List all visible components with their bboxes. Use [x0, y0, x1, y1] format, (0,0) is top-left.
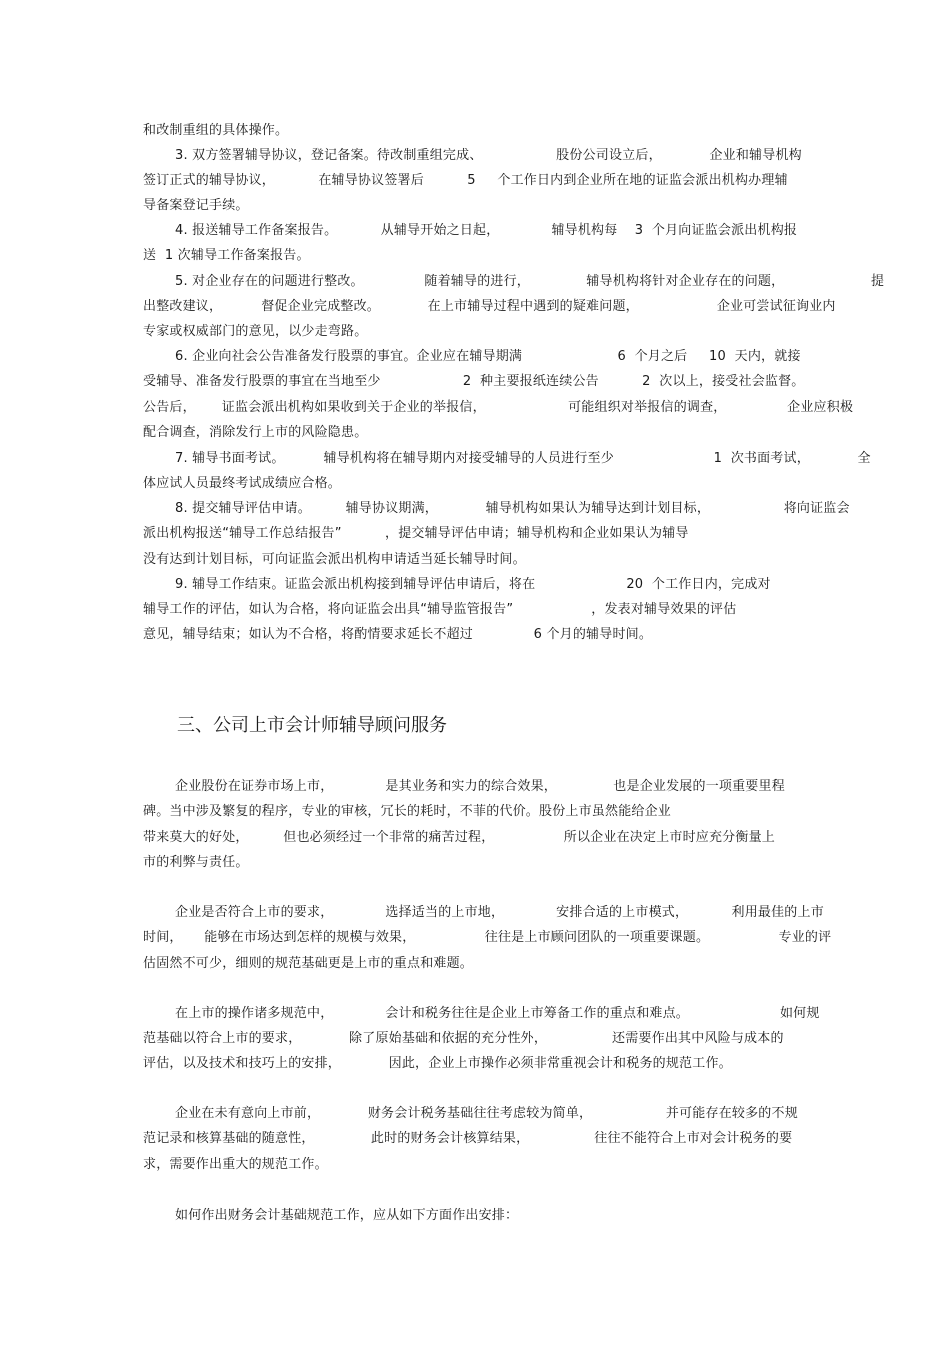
text-line: 签订正式的辅导协议， 在辅导协议签署后 5 个工作日内到企业所在地的证监会派出机构办理辅: [143, 173, 788, 188]
text-line: 5. 对企业存在的问题进行整改。 随着辅导的进行， 辅导机构将针对企业存在的问题， 提: [175, 274, 885, 289]
text-line: 出整改建议， 督促企业完成整改。 在上市辅导过程中遇到的疑难问题， 企业可尝试征询业内: [143, 299, 836, 314]
text-line: 没有达到计划目标，可向证监会派出机构申请适当延长辅导时间。: [143, 552, 526, 567]
text-line: 带来莫大的好处， 但也必须经过一个非常的痛苦过程， 所以企业在决定上市时应充分衡量上: [143, 830, 775, 845]
text-line: 在上市的操作诸多规范中， 会计和税务往往是企业上市筹备工作的重点和难点。 如何规: [175, 1006, 820, 1021]
text-line: 范记录和核算基础的随意性， 此时的财务会计核算结果， 往往不能符合上市对会计税务的要: [143, 1131, 793, 1146]
text-line: 配合调查，消除发行上市的风险隐患。: [143, 425, 368, 440]
text-line: 体应试人员最终考试成绩应合格。: [143, 476, 342, 491]
text-line: 企业是否符合上市的要求， 选择适当的上市地， 安排合适的上市模式， 利用最佳的上市: [175, 905, 824, 920]
text-line: 6. 企业向社会公告准备发行股票的事宜。企业应在辅导期满 6 个月之后 10 天内，就接: [175, 349, 801, 364]
text-line: 8. 提交辅导评估申请。 辅导协议期满， 辅导机构如果认为辅导达到计划目标， 将向证监会: [175, 501, 850, 516]
text-line: 求，需要作出重大的规范工作。: [143, 1157, 328, 1172]
section-heading: 三、公司上市会计师辅导顾问服务: [177, 715, 447, 736]
text-line: 4. 报送辅导工作备案报告。 从辅导开始之日起， 辅导机构每 3 个月向证监会派出机构报: [175, 223, 798, 238]
text-line: 9. 辅导工作结束。证监会派出机构接到辅导评估申请后，将在 20 个工作日内，完成对: [175, 577, 771, 592]
text-line: 碑。当中涉及繁复的程序，专业的审核，冗长的耗时，不菲的代价。股份上市虽然能给企业: [143, 804, 672, 819]
text-line: 企业股份在证券市场上市， 是其业务和实力的综合效果， 也是企业发展的一项重要里程: [175, 779, 785, 794]
text-line: 7. 辅导书面考试。 辅导机构将在辅导期内对接受辅导的人员进行至少 1 次书面考试， 全: [175, 451, 871, 466]
text-line: 估固然不可少，细则的规范基础更是上市的重点和难题。: [143, 956, 474, 971]
text-line: 导备案登记手续。: [143, 198, 249, 213]
text-line: 派出机构报送“辅导工作总结报告” ，提交辅导评估申请；辅导机构和企业如果认为辅导: [143, 526, 689, 541]
text-line: 企业在未有意向上市前， 财务会计税务基础往往考虑较为简单， 并可能存在较多的不规: [175, 1106, 798, 1121]
text-line: 市的利弊与责任。: [143, 855, 249, 870]
text-line: 评估，以及技术和技巧上的安排， 因此，企业上市操作必须非常重视会计和税务的规范工作。: [143, 1056, 732, 1071]
text-line: 3. 双方签署辅导协议，登记备案。待改制重组完成、 股份公司设立后， 企业和辅导机构: [175, 148, 802, 163]
text-line: 时间， 能够在市场达到怎样的规模与效果， 往往是上市顾问团队的一项重要课题。 专业的评: [143, 930, 832, 945]
text-line: 范基础以符合上市的要求， 除了原始基础和依据的充分性外， 还需要作出其中风险与成本的: [143, 1031, 784, 1046]
text-line: 受辅导、准备发行股票的事宜在当地至少 2 种主要报纸连续公告 2 次以上，接受社会监督。: [143, 374, 805, 389]
text-line: 专家或权威部门的意见，以少走弯路。: [143, 324, 368, 339]
text-line: 意见，辅导结束；如认为不合格，将酌情要求延长不超过 6 个月的辅导时间。: [143, 627, 653, 642]
text-line: 如何作出财务会计基础规范工作，应从如下方面作出安排：: [175, 1208, 519, 1223]
text-line: 送 1 次辅导工作备案报告。: [143, 248, 310, 263]
text-line: 和改制重组的具体操作。: [143, 123, 289, 138]
text-line: 公告后， 证监会派出机构如果收到关于企业的举报信， 可能组织对举报信的调查， 企业应积极: [143, 400, 854, 415]
text-line: 辅导工作的评估，如认为合格，将向证监会出具“辅导监管报告” ，发表对辅导效果的评估: [143, 602, 737, 617]
